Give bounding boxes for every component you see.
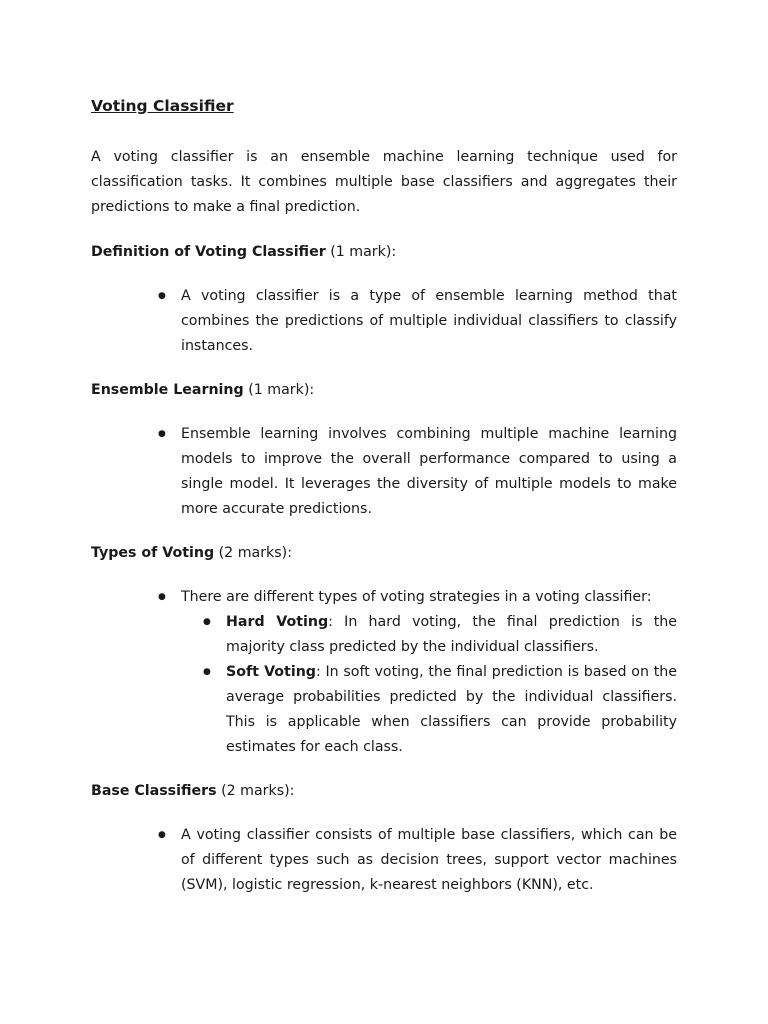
section-heading-text: Types of Voting — [91, 545, 215, 561]
sub-bullet-item-soft-voting — [226, 660, 677, 760]
bullet-item: ● A voting classifier consists of multiple base classifiers, which can be of different types such as decision trees, support vector machines (SVM), logistic regression, k-nearest neighbors (KNN), etc. — [181, 823, 677, 898]
section-marks: (2 marks): — [214, 545, 292, 561]
bullet-list-ensemble-learning — [91, 422, 677, 522]
bullet-list-base-classifiers — [91, 823, 677, 898]
bullet-item — [181, 585, 677, 760]
term-label: Hard Voting — [226, 614, 329, 630]
section-marks: (1 mark): — [325, 244, 397, 260]
section-heading-base-classifiers — [91, 779, 677, 804]
bullet-text: There are different types of voting strategies in a voting classifier: — [181, 589, 652, 605]
bullet-item: ● Ensemble learning involves combining multiple machine learning models to improve the overall performance compared to using a single model. It leverages the diversity of multiple models to make more accurate predictions. — [181, 422, 677, 522]
term-description: : In hard voting, the final prediction is the majority class predicted by the individual classifiers. — [226, 614, 677, 655]
document-page — [91, 94, 677, 917]
intro-paragraph: A voting classifier is an ensemble machine learning technique used for classification tasks. It combines multiple base classifiers and aggregates their predictions to make a final prediction. — [91, 149, 677, 215]
document-title: Voting Classifier — [91, 97, 234, 115]
bullet-list-definition — [91, 284, 677, 359]
section-heading-definition — [91, 240, 677, 265]
section-heading-text: Definition of Voting Classifier — [91, 244, 326, 260]
bullet-item: ● A voting classifier is a type of ensemble learning method that combines the predictions of multiple individual classifiers to classify instances. — [181, 284, 677, 359]
section-heading-types-of-voting — [91, 541, 677, 566]
term-description: : In soft voting, the final prediction is based on the average probabilities predicted by the individual classifiers. This is applicable when classifiers can provide probability estimates for each class. — [226, 664, 677, 755]
section-heading-text: Ensemble Learning — [91, 382, 244, 398]
section-heading-text: Base Classifiers — [91, 783, 217, 799]
bullet-list-types-of-voting — [91, 585, 677, 760]
section-marks: (2 marks): — [216, 783, 295, 799]
section-heading-ensemble-learning — [91, 378, 677, 403]
sub-bullet-list — [181, 610, 677, 760]
section-marks: (1 mark): — [243, 382, 315, 398]
sub-bullet-item-hard-voting — [226, 610, 677, 660]
term-label: Soft Voting — [226, 664, 316, 680]
